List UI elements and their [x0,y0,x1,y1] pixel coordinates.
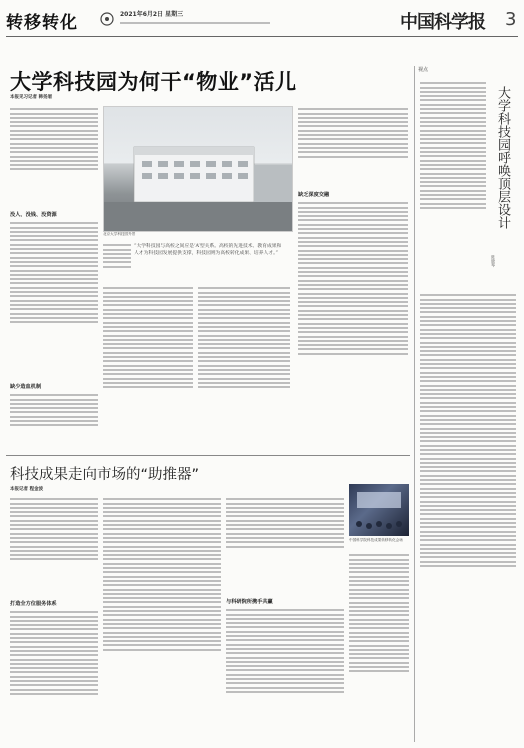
issue-date: 2021年6月2日 星期三 [120,11,184,18]
article1-headline: 大学科技园为何干“物业”活儿 [10,70,297,94]
editor-info [120,20,270,25]
science-park-photo [103,106,293,232]
article1-subhead-3: 缺乏深度交融 [298,192,330,198]
article1-col1-top [10,106,98,208]
viewpoint-title: 大学科技园呼唤顶层设计 [495,86,510,229]
conference-photo-caption: 中国科学院科技成果转移转化会场 [349,538,403,542]
pull-quote-text: “大学科技园与高校之间应是‘A’型关系。高校的先进技术、教育成果和人才为科技园发展提供支撑，科技园则为高校转化成果、培养人才。” [134,244,282,256]
article1-col4-top [298,106,408,188]
article1-byline: 本报见习记者 韩扬眉 [10,95,53,100]
article2-headline: 科技成果走向市场的“助推器” [10,467,200,483]
page-number: 3 [505,9,517,30]
newspaper-masthead: 中国科学报 [400,12,485,33]
pull-quote [134,243,282,283]
viewpoint-author: 陈晓琴 [491,255,496,267]
conference-photo [349,484,409,536]
viewpoint-col-body [420,292,516,742]
article2-subhead-2: 与科研院所携手共赢 [226,599,273,605]
article2-col1-bottom [10,609,98,743]
article2-subhead-1: 打造全方位服务体系 [10,601,57,607]
article2-byline: 本报记者 程金波 [10,487,44,492]
article2-col3-top [226,496,344,576]
viewpoint-col-top [420,80,486,286]
section-title: 转移转化 [6,13,78,33]
article2-col2 [103,496,221,743]
article2-col1-top [10,496,98,596]
article1-col2 [103,285,193,450]
article1-col1-mid [10,220,98,380]
article1-subhead-2: 缺少造血机制 [10,384,42,390]
article1-col4-bottom [298,200,408,450]
photo-caption: 北京大学科技园外景 [103,232,136,236]
article-divider [6,455,410,456]
header-rule [6,36,518,37]
viewpoint-label: 视点 [418,67,429,73]
article1-col1-bottom [10,392,98,450]
section-logo-icon [100,11,114,25]
article1-subhead-1: 没人、没钱、没资源 [10,212,57,218]
article2-col4 [349,552,409,743]
article2-col3-bottom [226,607,344,743]
article1-col3 [198,285,290,450]
